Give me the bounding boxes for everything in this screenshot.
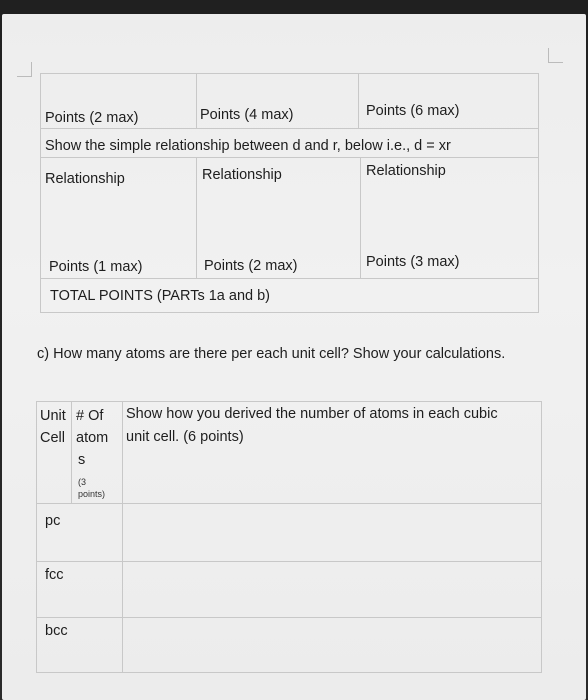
points-cell: Points (2 max) xyxy=(204,258,298,274)
derivation-header: unit cell. (6 points) xyxy=(126,429,244,445)
question-c-text: c) How many atoms are there per each unit cell? Show your calculations. xyxy=(37,346,506,362)
table-border xyxy=(40,73,539,74)
table-border xyxy=(40,312,539,313)
atoms-header: s xyxy=(78,452,86,468)
points-cell: Points (1 max) xyxy=(49,259,143,275)
table-border xyxy=(541,401,542,673)
row-label-pc: pc xyxy=(45,513,61,529)
points-cell: Points (2 max) xyxy=(45,110,139,126)
table-rule xyxy=(358,73,359,128)
table-border xyxy=(538,73,539,313)
points-cell: Points (3 max) xyxy=(366,254,460,270)
table-rule xyxy=(36,561,542,562)
row-label-bcc: bcc xyxy=(45,623,68,639)
table-rule xyxy=(36,503,542,504)
instruction-text: Show the simple relationship between d and r, below i.e., d = xr xyxy=(45,138,451,154)
points-cell: Points (6 max) xyxy=(366,103,460,119)
total-points-label: TOTAL POINTS (PARTs 1a and b) xyxy=(50,288,270,304)
table-border xyxy=(36,401,37,673)
table-rule xyxy=(40,128,539,129)
table-rule xyxy=(40,278,539,279)
relationship-header: Relationship xyxy=(366,163,446,179)
page-corner-mark xyxy=(548,48,563,63)
table-rule xyxy=(40,157,539,158)
table-border xyxy=(36,401,542,402)
unit-cell-header: Cell xyxy=(40,430,65,446)
page-corner-mark xyxy=(17,62,32,77)
table-rule xyxy=(122,401,123,673)
table-rule xyxy=(360,157,361,278)
atoms-header: atom xyxy=(76,430,109,446)
table-border xyxy=(40,73,41,313)
atoms-header: # Of xyxy=(76,408,104,424)
atoms-points-note: points) xyxy=(78,489,106,499)
derivation-header: Show how you derived the number of atoms in each cubic xyxy=(126,406,498,422)
atoms-points-note: (3 xyxy=(78,477,87,487)
table-rule xyxy=(196,157,197,278)
table-rule xyxy=(36,617,542,618)
row-label-fcc: fcc xyxy=(45,567,64,583)
points-cell: Points (4 max) xyxy=(200,107,294,123)
relationship-header: Relationship xyxy=(45,171,125,187)
table-rule xyxy=(71,401,72,503)
table-rule xyxy=(196,73,197,128)
unit-cell-header: Unit xyxy=(40,408,66,424)
table-border xyxy=(36,672,542,673)
relationship-header: Relationship xyxy=(202,167,282,183)
